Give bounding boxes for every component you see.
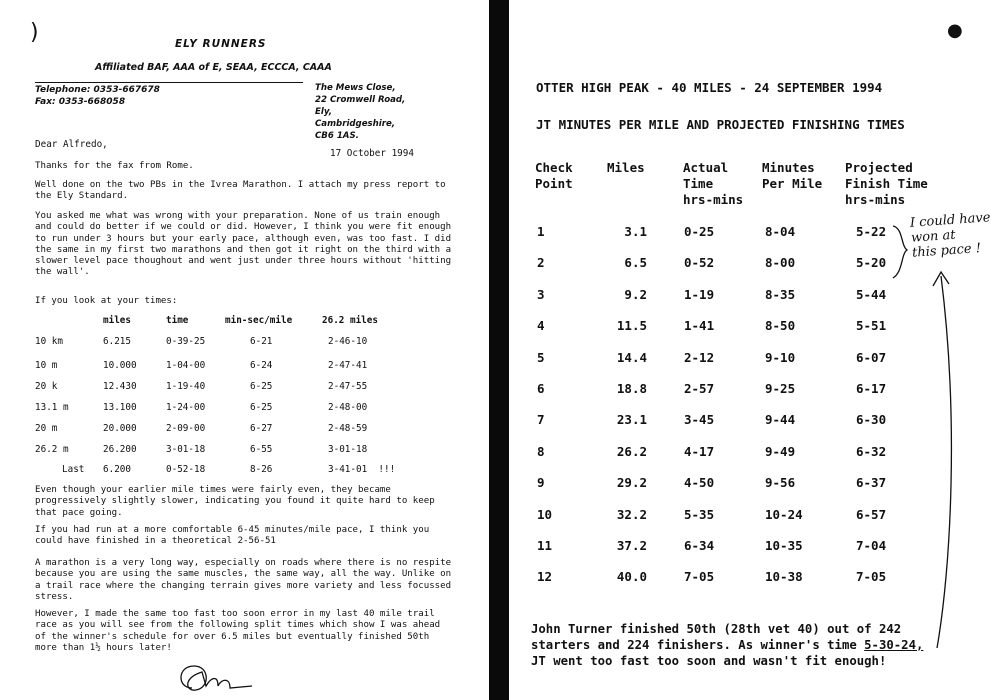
split-cell: 10-38 (765, 569, 803, 585)
paragraph: A marathon is a very long way, especially on roads where there is no respite because you are using the same muscles, the same way, all the way. Unlike on a trail race where the changing terrain gives more variety and less focussed stress. (35, 558, 452, 602)
paragraph: However, I made the same too fast too soon error in my last 40 mile trail race as you will see from the following split times which show I was ahead of the winner's schedule for over 6.5 miles but eventually finished 50th more than 1½ hours later! (35, 609, 441, 653)
split-cell: 2-57 (684, 381, 715, 396)
split-cell: 6-32 (856, 443, 887, 459)
times-row-label: Last (62, 464, 85, 475)
club-affiliations: Affiliated BAF, AAA of E, SEAA, ECCCA, CAAA (95, 62, 332, 73)
split-cell: 9-10 (765, 349, 796, 365)
address-line: 22 Cromwell Road, (315, 95, 406, 105)
split-cell: 7-04 (856, 538, 887, 553)
times-cell: 6-25 (250, 402, 273, 413)
times-row-label: 20 m (35, 423, 58, 434)
split-cell: 6-57 (856, 506, 887, 522)
split-cell: 10-24 (765, 506, 803, 522)
split-cell: 5-20 (856, 255, 887, 271)
column-header: Projected Finish Time hrs-mins (845, 160, 928, 207)
bracket-mark (889, 222, 913, 282)
letter-date: 17 October 1994 (330, 148, 414, 159)
split-cell: 3.1 (624, 224, 647, 239)
paragraph: Thanks for the fax from Rome. (35, 161, 194, 171)
times-cell: 3-01-18 (328, 444, 368, 455)
times-cell: 6.200 (103, 464, 131, 475)
times-cell: 3-01-18 (166, 444, 206, 455)
paragraph: You asked me what was wrong with your preparation. None of us train enough and could do better if we could or did. However, I think you were fit enough to run under 3 hours but your early pace, although even, was too fast. I did the same in my first two marathons and then got it right on the third with a slower level pace thoughout and went just under three hours without 'hitting the wall'. (35, 211, 452, 278)
times-cell: 3-41-01 !!! (328, 464, 396, 475)
race-summary: John Turner finished 50th (28th vet 40) out of 242 starters and 224 finishers. As winner's time 5-30-24, JT went too fast too soon and wasn't fit enough! (531, 622, 924, 668)
split-cell: 6-37 (856, 475, 887, 491)
splits-page (509, 0, 1007, 700)
split-cell: 6-07 (856, 349, 887, 365)
times-cell: 2-48-00 (328, 402, 368, 413)
split-cell: 4-50 (684, 475, 715, 491)
split-cell: 37.2 (616, 538, 647, 553)
checkpoint-cell: 12 (537, 569, 553, 585)
times-row-label: 10 km (35, 336, 63, 347)
race-title: OTTER HIGH PEAK - 40 MILES - 24 SEPTEMBER 1994 (536, 80, 883, 95)
split-cell: 6-34 (684, 538, 715, 553)
club-name: ELY RUNNERS (175, 38, 267, 50)
times-cell: 26.200 (103, 444, 137, 455)
address-line: Cambridgeshire, (315, 119, 396, 129)
split-cell: 7-05 (684, 569, 715, 585)
split-cell: 29.2 (616, 475, 647, 491)
split-cell: 2-12 (684, 349, 715, 365)
split-cell: 9-44 (765, 412, 796, 428)
winner-time: 5-30-24, (864, 638, 924, 652)
checkpoint-cell: 1 (537, 224, 545, 239)
address-line: The Mews Close, (315, 83, 396, 93)
checkpoint-cell: 10 (537, 506, 553, 522)
times-row-label: 20 k (35, 381, 58, 392)
times-cell: 6-25 (250, 381, 273, 392)
book-spine (489, 0, 509, 700)
split-cell: 4-17 (684, 443, 715, 459)
split-cell: 8-00 (765, 255, 796, 271)
fax: Fax: 0353-668058 (35, 97, 126, 107)
split-cell: 40.0 (616, 569, 647, 585)
times-cell: 6-27 (250, 423, 273, 434)
address-line: Ely, (315, 107, 333, 117)
times-cell: 2-48-59 (328, 423, 368, 434)
split-cell: 18.8 (616, 381, 647, 396)
checkpoint-cell: 6 (537, 381, 545, 396)
split-cell: 14.4 (616, 349, 647, 365)
telephone: Telephone: 0353-667678 (35, 85, 160, 95)
column-header: Miles (607, 160, 645, 175)
times-header: 26.2 miles (322, 315, 378, 326)
times-cell: 1-04-00 (166, 360, 206, 371)
times-cell: 1-24-00 (166, 402, 206, 413)
paragraph: Even though your earlier mile times were fairly even, they became progressively slightly slower, indicating you found it quite hard to keep that pace going. (35, 485, 435, 518)
paragraph: Well done on the two PBs in the Ivrea Marathon. I attach my press report to the Ely Standard. (35, 180, 446, 202)
times-row-label: 13.1 m (35, 402, 69, 413)
punch-hole-mark: ) (30, 20, 39, 45)
times-cell: 8-26 (250, 464, 273, 475)
times-cell: 6-55 (250, 444, 273, 455)
split-cell: 9-25 (765, 381, 796, 396)
split-cell: 32.2 (616, 506, 647, 522)
checkpoint-cell: 5 (537, 349, 545, 365)
split-cell: 1-41 (684, 318, 715, 334)
column-header: Minutes Per Mile (762, 160, 823, 191)
times-cell: 2-47-55 (328, 381, 368, 392)
split-cell: 9.2 (624, 286, 647, 302)
checkpoint-cell: 4 (537, 318, 545, 334)
times-cell: 12.430 (103, 381, 137, 392)
split-cell: 8-35 (765, 286, 796, 302)
address-line: CB6 1AS. (315, 131, 359, 141)
letterhead-rule (35, 82, 303, 83)
checkpoint-cell: 3 (537, 286, 545, 302)
split-cell: 7-05 (856, 569, 887, 585)
times-cell: 6-24 (250, 360, 273, 371)
split-cell: 11.5 (616, 318, 647, 334)
split-cell: 5-44 (856, 286, 887, 302)
times-cell: 10.000 (103, 360, 137, 371)
split-cell: 5-22 (856, 224, 887, 239)
split-cell: 5-51 (856, 318, 887, 334)
checkpoint-cell: 8 (537, 443, 545, 459)
split-cell: 9-56 (765, 475, 796, 491)
times-cell: 2-09-00 (166, 423, 206, 434)
split-cell: 0-52 (684, 255, 715, 271)
times-cell: 2-47-41 (328, 360, 368, 371)
times-header: time (166, 315, 189, 326)
times-cell: 0-39-25 (166, 336, 206, 347)
split-cell: 6.5 (624, 255, 647, 271)
times-cell: 2-46-10 (328, 336, 368, 347)
checkpoint-cell: 2 (537, 255, 545, 271)
times-cell: 13.100 (103, 402, 137, 413)
times-row-label: 10 m (35, 360, 58, 371)
times-cell: 1-19-40 (166, 381, 206, 392)
times-row-label: 26.2 m (35, 444, 69, 455)
times-cell: 6-21 (250, 336, 273, 347)
checkpoint-cell: 7 (537, 412, 545, 428)
times-header: miles (103, 315, 131, 326)
table-title: JT MINUTES PER MILE AND PROJECTED FINISHING TIMES (536, 117, 905, 132)
split-cell: 8-50 (765, 318, 796, 334)
letter-page (0, 0, 489, 700)
times-cell: 6.215 (103, 336, 131, 347)
paragraph: If you look at your times: (35, 296, 178, 306)
split-cell: 10-35 (765, 538, 803, 553)
split-cell: 1-19 (684, 286, 715, 302)
paragraph: If you had run at a more comfortable 6-45 minutes/mile pace, I think you could have finished in a theoretical 2-56-51 (35, 525, 430, 547)
handwritten-note: I could have won at this pace ! (909, 210, 991, 261)
times-cell: 0-52-18 (166, 464, 206, 475)
punch-hole-mark: ● (947, 20, 963, 41)
split-cell: 6-30 (856, 412, 887, 428)
split-cell: 5-35 (684, 506, 715, 522)
times-cell: 20.000 (103, 423, 137, 434)
handwritten-signature (172, 658, 262, 696)
column-header: Actual Time hrs-mins (683, 160, 744, 207)
split-cell: 23.1 (616, 412, 647, 428)
times-header: min-sec/mile (225, 315, 293, 326)
split-cell: 8-04 (765, 224, 796, 239)
checkpoint-cell: 9 (537, 475, 545, 491)
split-cell: 9-49 (765, 443, 796, 459)
split-cell: 0-25 (684, 224, 715, 239)
arrow-annotation (929, 268, 989, 658)
split-cell: 6-17 (856, 381, 887, 396)
checkpoint-cell: 11 (537, 538, 553, 553)
column-header: Check Point (535, 160, 573, 191)
salutation: Dear Alfredo, (35, 139, 108, 150)
split-cell: 3-45 (684, 412, 715, 428)
split-cell: 26.2 (616, 443, 647, 459)
